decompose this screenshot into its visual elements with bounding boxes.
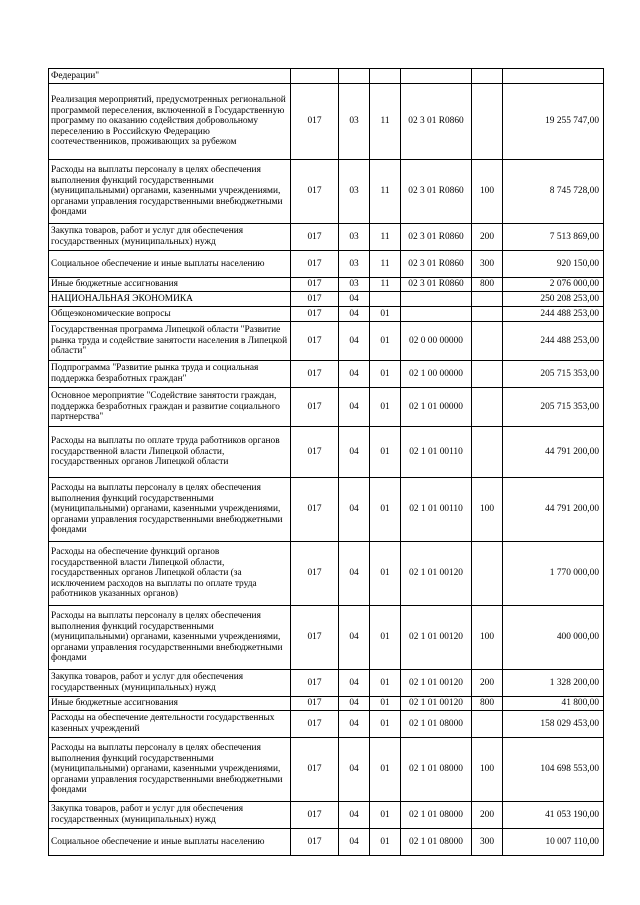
amount-cell: 7 513 869,00 [503,224,604,251]
expense-name-cell: Расходы на выплаты персоналу в целях обеспечения выполнения функций государственными (муниципальными) органами, казенными учреждениями, органами управления государственными внебюджетными фондами [49,738,291,802]
section-code-cell: 04 [339,606,370,670]
table-row [49,278,604,292]
section-code-cell: 04 [339,322,370,361]
expense-name-cell: Расходы на обеспечение функций органов государственной власти Липецкой области, государственных органов Липецкой области (за исключением расходов на выплаты по оплате труда работников указанных органов) [49,542,291,606]
amount-cell: 244 488 253,00 [503,322,604,361]
expense-type-cell: 100 [472,478,503,542]
expense-type-cell [472,292,503,307]
subsection-code-cell [370,292,401,307]
subsection-code-cell: 01 [370,829,401,856]
expense-name-cell: Иные бюджетные ассигнования [49,697,291,711]
expense-name-cell: Государственная программа Липецкой области "Развитие рынка труда и содействие занятости населения в Липецкой области" [49,322,291,361]
admin-code-cell [291,69,339,84]
table-row [49,160,604,224]
admin-code-cell: 017 [291,829,339,856]
admin-code-cell: 017 [291,478,339,542]
table-row [49,307,604,322]
section-code-cell: 04 [339,802,370,829]
admin-code-cell: 017 [291,251,339,278]
budget-table-body [49,69,604,856]
admin-code-cell: 017 [291,224,339,251]
admin-code-cell: 017 [291,697,339,711]
section-code-cell: 03 [339,278,370,292]
subsection-code-cell [370,69,401,84]
target-article-cell: 02 1 01 08000 [401,738,472,802]
expense-name-cell: Закупка товаров, работ и услуг для обеспечения государственных (муниципальных) нужд [49,670,291,697]
subsection-code-cell: 11 [370,251,401,278]
expense-type-cell [472,322,503,361]
subsection-code-cell: 01 [370,322,401,361]
amount-cell: 44 791 200,00 [503,478,604,542]
target-article-cell: 02 3 01 R0860 [401,160,472,224]
section-code-cell: 04 [339,829,370,856]
subsection-code-cell: 01 [370,711,401,738]
expense-name-cell: Социальное обеспечение и иные выплаты населению [49,829,291,856]
table-row [49,292,604,307]
expense-type-cell: 800 [472,697,503,711]
admin-code-cell: 017 [291,361,339,388]
subsection-code-cell: 11 [370,84,401,160]
expense-type-cell: 300 [472,829,503,856]
admin-code-cell: 017 [291,542,339,606]
target-article-cell [401,69,472,84]
amount-cell: 41 053 190,00 [503,802,604,829]
target-article-cell: 02 3 01 R0860 [401,224,472,251]
admin-code-cell: 017 [291,427,339,478]
target-article-cell: 02 1 01 00120 [401,542,472,606]
expense-name-cell: Подпрограмма "Развитие рынка труда и социальная поддержка безработных граждан" [49,361,291,388]
admin-code-cell: 017 [291,802,339,829]
table-row [49,802,604,829]
target-article-cell: 02 3 01 R0860 [401,251,472,278]
section-code-cell [339,69,370,84]
expense-type-cell: 300 [472,251,503,278]
admin-code-cell: 017 [291,160,339,224]
expense-type-cell: 100 [472,606,503,670]
table-row [49,670,604,697]
target-article-cell: 02 1 01 00110 [401,478,472,542]
section-code-cell: 04 [339,292,370,307]
expense-name-cell: Закупка товаров, работ и услуг для обеспечения государственных (муниципальных) нужд [49,224,291,251]
budget-table [48,68,604,856]
section-code-cell: 04 [339,427,370,478]
expense-type-cell: 200 [472,670,503,697]
table-row [49,361,604,388]
admin-code-cell: 017 [291,711,339,738]
admin-code-cell: 017 [291,307,339,322]
table-row [49,251,604,278]
expense-name-cell: Расходы на обеспечение деятельности государственных казенных учреждений [49,711,291,738]
section-code-cell: 04 [339,307,370,322]
expense-type-cell [472,427,503,478]
subsection-code-cell: 01 [370,542,401,606]
expense-type-cell: 200 [472,224,503,251]
table-row [49,388,604,427]
subsection-code-cell: 01 [370,478,401,542]
section-code-cell: 04 [339,478,370,542]
expense-type-cell: 100 [472,738,503,802]
amount-cell: 41 800,00 [503,697,604,711]
subsection-code-cell: 11 [370,278,401,292]
target-article-cell: 02 1 01 08000 [401,711,472,738]
admin-code-cell: 017 [291,278,339,292]
section-code-cell: 03 [339,84,370,160]
section-code-cell: 03 [339,160,370,224]
expense-name-cell: Федерации" [49,69,291,84]
section-code-cell: 04 [339,361,370,388]
amount-cell: 920 150,00 [503,251,604,278]
amount-cell [503,69,604,84]
subsection-code-cell: 01 [370,606,401,670]
admin-code-cell: 017 [291,738,339,802]
target-article-cell: 02 1 01 00000 [401,388,472,427]
section-code-cell: 04 [339,697,370,711]
amount-cell: 2 076 000,00 [503,278,604,292]
expense-type-cell: 800 [472,278,503,292]
expense-type-cell [472,361,503,388]
section-code-cell: 04 [339,670,370,697]
amount-cell: 44 791 200,00 [503,427,604,478]
table-row [49,606,604,670]
amount-cell: 250 208 253,00 [503,292,604,307]
expense-name-cell: Расходы на выплаты по оплате труда работников органов государственной власти Липецкой области, государственных органов Липецкой области [49,427,291,478]
subsection-code-cell: 01 [370,361,401,388]
amount-cell: 104 698 553,00 [503,738,604,802]
subsection-code-cell: 01 [370,697,401,711]
admin-code-cell: 017 [291,670,339,697]
expense-name-cell: Общеэкономические вопросы [49,307,291,322]
target-article-cell: 02 3 01 R0860 [401,278,472,292]
admin-code-cell: 017 [291,84,339,160]
expense-type-cell: 200 [472,802,503,829]
target-article-cell: 02 1 01 00120 [401,670,472,697]
section-code-cell: 04 [339,388,370,427]
expense-type-cell [472,542,503,606]
subsection-code-cell: 01 [370,307,401,322]
table-row [49,829,604,856]
section-code-cell: 03 [339,251,370,278]
expense-name-cell: Закупка товаров, работ и услуг для обеспечения государственных (муниципальных) нужд [49,802,291,829]
amount-cell: 10 007 110,00 [503,829,604,856]
table-row [49,322,604,361]
amount-cell: 19 255 747,00 [503,84,604,160]
subsection-code-cell: 11 [370,224,401,251]
subsection-code-cell: 01 [370,802,401,829]
amount-cell: 1 770 000,00 [503,542,604,606]
target-article-cell: 02 1 01 00120 [401,606,472,670]
expense-type-cell [472,388,503,427]
target-article-cell: 02 3 01 R0860 [401,84,472,160]
expense-type-cell [472,307,503,322]
expense-name-cell: Основное мероприятие "Содействие занятости граждан, поддержка безработных граждан и развитие социального партнерства" [49,388,291,427]
table-row [49,84,604,160]
expense-name-cell: Иные бюджетные ассигнования [49,278,291,292]
section-code-cell: 04 [339,542,370,606]
target-article-cell: 02 1 01 08000 [401,802,472,829]
expense-name-cell: Расходы на выплаты персоналу в целях обеспечения выполнения функций государственными (муниципальными) органами, казенными учреждениями, органами управления государственными внебюджетными фондами [49,478,291,542]
amount-cell: 1 328 200,00 [503,670,604,697]
target-article-cell: 02 1 01 00120 [401,697,472,711]
table-row [49,427,604,478]
target-article-cell: 02 1 01 00110 [401,427,472,478]
expense-type-cell: 100 [472,160,503,224]
expense-name-cell: НАЦИОНАЛЬНАЯ ЭКОНОМИКА [49,292,291,307]
target-article-cell: 02 1 01 08000 [401,829,472,856]
subsection-code-cell: 01 [370,388,401,427]
admin-code-cell: 017 [291,292,339,307]
target-article-cell: 02 1 00 00000 [401,361,472,388]
expense-type-cell [472,69,503,84]
section-code-cell: 04 [339,738,370,802]
amount-cell: 244 488 253,00 [503,307,604,322]
expense-name-cell: Расходы на выплаты персоналу в целях обеспечения выполнения функций государственными (муниципальными) органами, казенными учреждениями, органами управления государственными внебюджетными фондами [49,160,291,224]
amount-cell: 205 715 353,00 [503,388,604,427]
expense-type-cell [472,711,503,738]
table-row [49,224,604,251]
subsection-code-cell: 11 [370,160,401,224]
table-row [49,738,604,802]
expense-name-cell: Реализация мероприятий, предусмотренных региональной программой переселения, включенной в Государственную программу по оказанию содействия добровольному переселению в Российскую Федерацию соотечественников, проживающих за рубежом [49,84,291,160]
subsection-code-cell: 01 [370,670,401,697]
subsection-code-cell: 01 [370,427,401,478]
amount-cell: 158 029 453,00 [503,711,604,738]
target-article-cell [401,307,472,322]
table-row [49,478,604,542]
amount-cell: 8 745 728,00 [503,160,604,224]
table-row [49,69,604,84]
expense-name-cell: Социальное обеспечение и иные выплаты населению [49,251,291,278]
expense-type-cell [472,84,503,160]
amount-cell: 400 000,00 [503,606,604,670]
section-code-cell: 04 [339,711,370,738]
subsection-code-cell: 01 [370,738,401,802]
section-code-cell: 03 [339,224,370,251]
target-article-cell: 02 0 00 00000 [401,322,472,361]
table-row [49,711,604,738]
admin-code-cell: 017 [291,388,339,427]
admin-code-cell: 017 [291,322,339,361]
admin-code-cell: 017 [291,606,339,670]
table-row [49,542,604,606]
target-article-cell [401,292,472,307]
amount-cell: 205 715 353,00 [503,361,604,388]
table-row [49,697,604,711]
expense-name-cell: Расходы на выплаты персоналу в целях обеспечения выполнения функций государственными (муниципальными) органами, казенными учреждениями, органами управления государственными внебюджетными фондами [49,606,291,670]
